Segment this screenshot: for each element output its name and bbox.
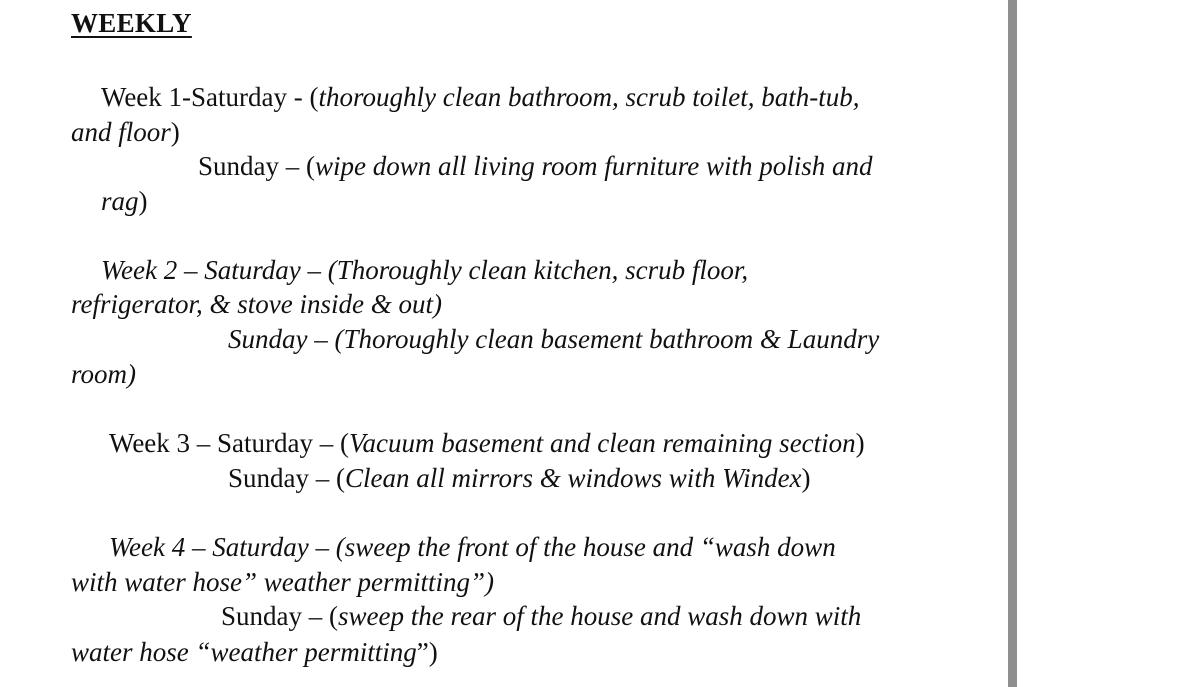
week1-sunday-task: wipe down all living room furniture with polish and bbox=[315, 151, 873, 181]
week2-sunday-line2: room) bbox=[71, 359, 136, 389]
week4-sunday-task: sweep the rear of the house and wash down with bbox=[338, 601, 862, 631]
week1-saturday-suffix: ) bbox=[170, 117, 180, 147]
week3-saturday-task: Vacuum basement and clean remaining section bbox=[349, 428, 856, 458]
week1-sunday-task-cont: rag bbox=[101, 186, 139, 216]
week3-saturday-prefix: Week 3 – Saturday – ( bbox=[109, 428, 350, 458]
week1-saturday-task-cont: and floor bbox=[71, 117, 171, 147]
week4-sunday-task-cont: water hose “weather permitting bbox=[71, 637, 417, 667]
week1-saturday-prefix: Week 1-Saturday - ( bbox=[101, 82, 319, 112]
week1-saturday-task: thoroughly clean bathroom, scrub toilet, bath-tub, bbox=[318, 82, 860, 112]
week2-saturday-line1: Week 2 – Saturday – (Thoroughly clean kitchen, scrub floor, bbox=[101, 255, 749, 285]
right-margin bbox=[1017, 0, 1200, 687]
week4-sunday-line1 bbox=[221, 600, 861, 632]
week4-sunday-prefix: Sunday – ( bbox=[221, 601, 338, 631]
week4-sunday-line2 bbox=[71, 636, 438, 668]
week2-sunday-line1: Sunday – (Thoroughly clean basement bathroom & Laundry bbox=[228, 324, 880, 354]
page-edge-divider bbox=[1008, 0, 1017, 687]
week3-sunday-prefix: Sunday – ( bbox=[228, 463, 345, 493]
week4-sunday-suffix: ”) bbox=[416, 637, 438, 667]
week1-saturday-line2 bbox=[71, 116, 180, 148]
week1-sunday-prefix: Sunday – ( bbox=[198, 151, 315, 181]
week3-saturday-suffix: ) bbox=[855, 428, 865, 458]
week2-saturday-line2: refrigerator, & stove inside & out) bbox=[71, 289, 442, 319]
week3-sunday-task: Clean all mirrors & windows with Windex bbox=[345, 463, 802, 493]
week1-sunday-suffix: ) bbox=[138, 186, 148, 216]
week3-sunday-line bbox=[228, 462, 811, 494]
heading-weekly: WEEKLY bbox=[71, 8, 192, 38]
week1-saturday-line1 bbox=[101, 81, 859, 113]
week1-sunday-line2 bbox=[101, 185, 148, 217]
week4-saturday-line2: with water hose” weather permitting”) bbox=[71, 567, 495, 597]
week3-sunday-suffix: ) bbox=[801, 463, 811, 493]
week4-saturday-line1: Week 4 – Saturday – (sweep the front of the house and “wash down bbox=[109, 532, 836, 562]
week3-saturday-line bbox=[109, 427, 865, 459]
week1-sunday-line1 bbox=[198, 150, 873, 182]
